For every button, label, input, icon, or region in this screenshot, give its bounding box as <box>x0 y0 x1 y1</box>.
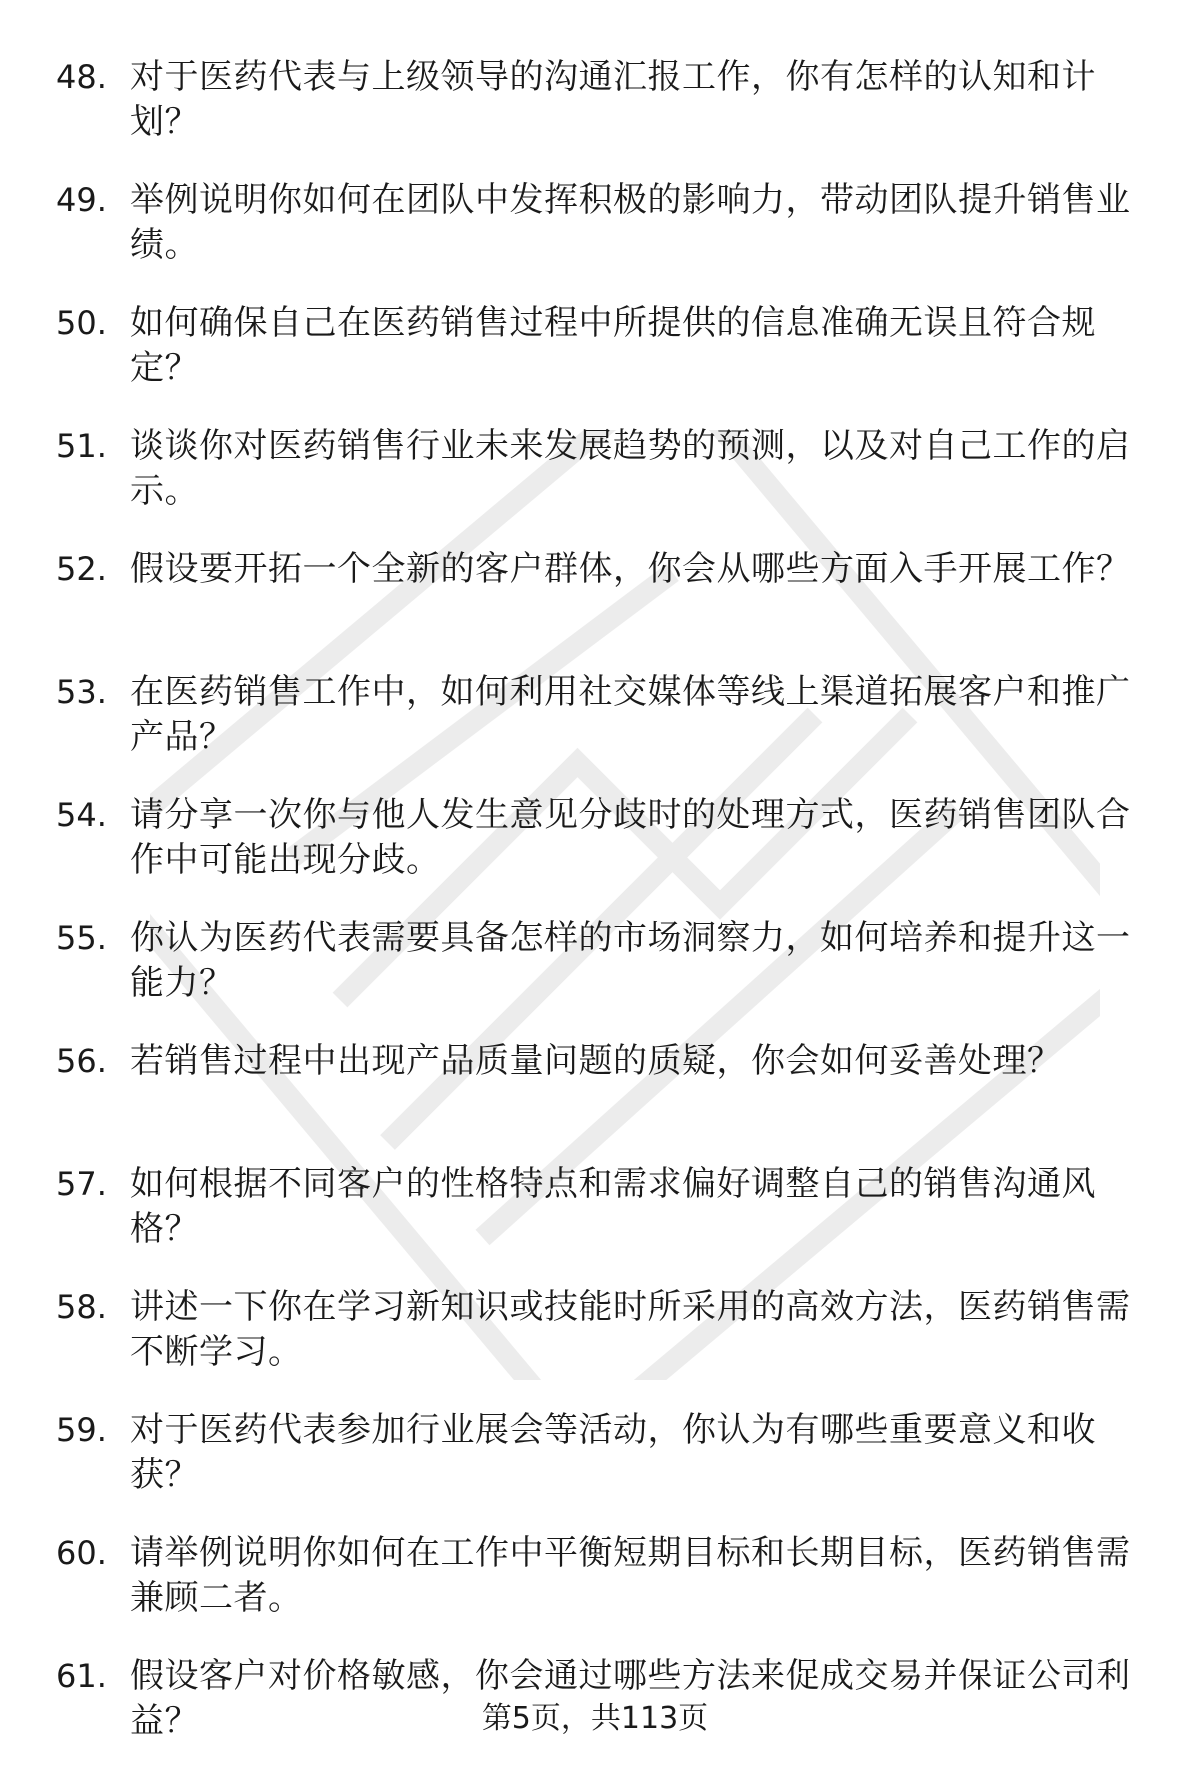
question-text: 你认为医药代表需要具备怎样的市场洞察力，如何培养和提升这一能力？ <box>130 918 1131 1003</box>
question-text: 如何确保自己在医药销售过程中所提供的信息准确无误且符合规定？ <box>130 303 1096 388</box>
question-number: 55. <box>56 919 107 957</box>
question-item <box>0 178 1190 301</box>
question-text: 请举例说明你如何在工作中平衡短期目标和长期目标，医药销售需兼顾二者。 <box>130 1533 1131 1618</box>
question-item <box>0 301 1190 424</box>
question-number: 48. <box>56 58 107 96</box>
question-item <box>0 670 1190 793</box>
question-number: 50. <box>56 304 107 342</box>
question-text: 在医药销售工作中，如何利用社交媒体等线上渠道拓展客户和推广产品？ <box>130 672 1131 757</box>
page-footer <box>0 1699 1190 1739</box>
question-number: 58. <box>56 1288 107 1326</box>
question-item <box>0 1408 1190 1531</box>
question-item <box>0 793 1190 916</box>
question-item <box>0 1285 1190 1408</box>
question-item <box>0 424 1190 547</box>
question-item <box>0 55 1190 178</box>
question-text: 对于医药代表与上级领导的沟通汇报工作，你有怎样的认知和计划？ <box>130 57 1096 142</box>
question-number: 49. <box>56 181 107 219</box>
question-text: 若销售过程中出现产品质量问题的质疑，你会如何妥善处理？ <box>130 1041 1062 1081</box>
question-text: 讲述一下你在学习新知识或技能时所采用的高效方法，医药销售需不断学习。 <box>130 1287 1131 1372</box>
question-number: 56. <box>56 1042 107 1080</box>
question-item <box>0 1162 1190 1285</box>
question-text: 如何根据不同客户的性格特点和需求偏好调整自己的销售沟通风格？ <box>130 1164 1096 1249</box>
question-item <box>0 547 1190 670</box>
question-number: 61. <box>56 1657 107 1695</box>
question-text: 谈谈你对医药销售行业未来发展趋势的预测，以及对自己工作的启示。 <box>130 426 1131 511</box>
question-text: 请分享一次你与他人发生意见分歧时的处理方式，医药销售团队合作中可能出现分歧。 <box>130 795 1131 880</box>
question-item <box>0 1039 1190 1162</box>
question-text: 举例说明你如何在团队中发挥积极的影响力，带动团队提升销售业绩。 <box>130 180 1131 265</box>
question-text: 假设客户对价格敏感，你会通过哪些方法来促成交易并保证公司利益？ <box>130 1656 1131 1741</box>
question-number: 54. <box>56 796 107 834</box>
question-list <box>0 55 1190 1777</box>
question-number: 57. <box>56 1165 107 1203</box>
question-item <box>0 916 1190 1039</box>
question-text: 对于医药代表参加行业展会等活动，你认为有哪些重要意义和收获？ <box>130 1410 1096 1495</box>
question-item <box>0 1531 1190 1654</box>
question-number: 60. <box>56 1534 107 1572</box>
question-number: 59. <box>56 1411 107 1449</box>
question-number: 52. <box>56 550 107 588</box>
page-number-label: 第5页，共113页 <box>481 1701 709 1736</box>
question-number: 51. <box>56 427 107 465</box>
question-text: 假设要开拓一个全新的客户群体，你会从哪些方面入手开展工作？ <box>130 549 1131 589</box>
question-number: 53. <box>56 673 107 711</box>
